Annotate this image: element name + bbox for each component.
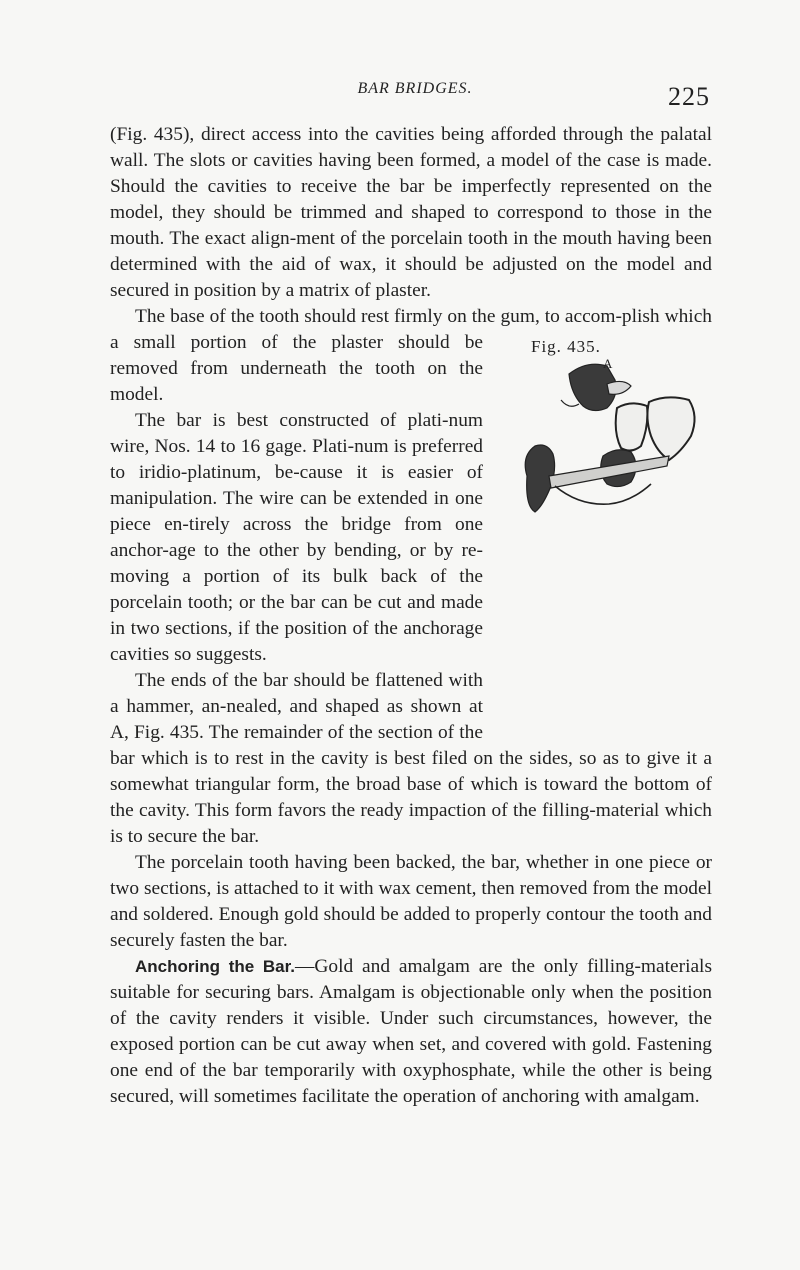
label-a: A [603, 356, 613, 371]
paragraph-2: The base of the tooth should rest firmly on the gum, to accom-plish which a small portion of the plaster should be removed from underneath the tooth on the model. [110, 306, 712, 405]
paragraph-6-body: —Gold and amalgam are the only filling-materials suitable for securing bars. Amalgam is objectionable only when the position of the cavity renders it visible. Under such circumstances, however, the exposed portion can be cut away when set, and covered with gold. Fastening one end of the bar temporarily with oxyphosphate, while the other is being secured, will sometimes facilitate the operation of anchoring with amalgam. [110, 956, 712, 1107]
paragraph-4: The ends of the bar should be flattened with a hammer, an-nealed, and shaped as shown at A, Fig. 435. The remainder of the section of the bar which is to rest in the cavity is best filed on the sides, so as to give it a somewhat triangular form, the broad base of which is toward the bottom of the cavity. This form favors the ready impaction of the filling-material which is to secure the bar. [110, 670, 712, 847]
right-anchor-tooth [647, 397, 694, 460]
bar-bridge-illustration [491, 356, 716, 536]
section-heading: Anchoring the Bar. [135, 957, 296, 976]
figure-caption: Fig. 435. [531, 337, 601, 356]
body-text [110, 122, 712, 1110]
paragraph-3: The bar is best constructed of plati-num wire, Nos. 14 to 16 gage. Plati-num is preferred to iridio-platinum, be-cause it is easier of manipulation. The wire can be extended in one piece en-tirely across the bridge from one anchor-age to the other by bending, or by re-moving a portion of its bulk back of the porcelain tooth; or the bar can be cut and made in two sections, if the position of the anchorage cavities so suggests. [110, 410, 483, 665]
page-number: 225 [668, 82, 710, 111]
page-header [110, 80, 710, 110]
paragraph-6 [110, 954, 712, 1110]
paragraph-5: The porcelain tooth having been backed, the bar, whether in one piece or two sections, is attached to it with wax cement, then removed from the model and soldered. Enough gold should be added to properly contour the tooth and securely fasten the bar. [110, 852, 712, 951]
paragraph-1: (Fig. 435), direct access into the cavities being afforded through the palatal wall. The slots or cavities having been formed, a model of the case is made. Should the cavities to receive the bar be imperfectly represented on the model, they should be trimmed and shaped to correspond to those in the mouth. The exact align-ment of the porcelain tooth in the mouth having been determined with the aid of wax, it should be adjusted on the model and secured in position by a matrix of plaster. [110, 124, 712, 301]
running-title: BAR BRIDGES. [357, 80, 473, 97]
figure-435 [491, 334, 716, 724]
